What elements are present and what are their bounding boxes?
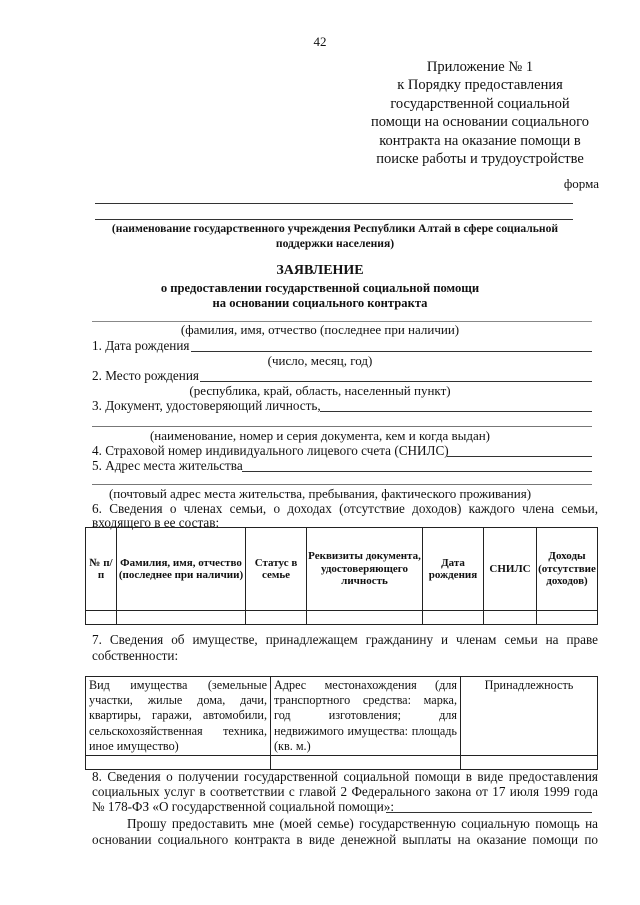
family-table bbox=[85, 527, 598, 625]
table-row bbox=[86, 756, 598, 770]
id-doc-caption: (наименование, номер и серия документа, кем и когда выдан) bbox=[149, 428, 491, 443]
table-cell[interactable] bbox=[246, 611, 307, 625]
table-cell[interactable] bbox=[86, 756, 271, 770]
page-number: 42 bbox=[313, 34, 327, 49]
birth-date-field[interactable] bbox=[191, 351, 592, 352]
column-header: Реквизиты документа, удостоверяющего личность bbox=[307, 528, 423, 611]
section-8-text-2: социальных услуг в соответствии с главой 2 Федерального закона от 17 июля 1999 года bbox=[92, 784, 598, 799]
section-8-field[interactable] bbox=[386, 812, 592, 813]
document-title: ЗАЯВЛЕНИЕ bbox=[276, 263, 364, 278]
appendix-line: поиске работы и трудоустройстве bbox=[376, 151, 584, 168]
birth-date-caption: (число, месяц, год) bbox=[267, 353, 373, 368]
org-name-line[interactable] bbox=[95, 203, 573, 204]
org-caption: (наименование государственного учреждения Республики Алтай в сфере социальной поддержки населения) bbox=[111, 222, 559, 250]
address-label: 5. Адрес места жительства bbox=[92, 458, 243, 473]
birth-place-caption: (республика, край, область, населенный пункт) bbox=[189, 383, 451, 398]
request-text-2: основании социального контракта в виде денежной выплаты на оказание помощи по bbox=[92, 832, 598, 847]
table-cell[interactable] bbox=[117, 611, 246, 625]
section-8-text-3: № 178-ФЗ «О государственной социальной помощи»: bbox=[92, 799, 395, 814]
table-cell[interactable] bbox=[307, 611, 423, 625]
form-label: форма bbox=[563, 176, 599, 191]
appendix-line: Приложение № 1 bbox=[426, 59, 534, 75]
table-cell[interactable] bbox=[271, 756, 461, 770]
snils-field[interactable] bbox=[447, 456, 592, 457]
org-name-line-2[interactable] bbox=[95, 219, 573, 220]
table-header-row bbox=[86, 528, 598, 611]
column-header: Дата рождения bbox=[423, 528, 484, 611]
document-subtitle: о предоставлении государственной социальной помощи bbox=[160, 281, 480, 295]
table-cell[interactable] bbox=[484, 611, 537, 625]
column-header: Доходы (отсутствие доходов) bbox=[537, 528, 598, 611]
birth-date-label: 1. Дата рождения bbox=[92, 338, 190, 353]
address-field[interactable] bbox=[242, 471, 592, 472]
table-cell[interactable] bbox=[423, 611, 484, 625]
table-header-row bbox=[86, 677, 598, 756]
column-header: Принадлежность bbox=[461, 677, 598, 756]
column-header: Фамилия, имя, отчество (последнее при наличии) bbox=[117, 528, 246, 611]
fio-caption: (фамилия, имя, отчество (последнее при наличии) bbox=[180, 322, 460, 337]
appendix-line: контракта на оказание помощи в bbox=[379, 132, 581, 149]
table-cell[interactable] bbox=[537, 611, 598, 625]
section-6-text-2: входящего в ее состав: bbox=[92, 515, 220, 530]
id-doc-field-2[interactable] bbox=[92, 426, 592, 427]
appendix-line: к Порядку предоставления bbox=[397, 77, 563, 94]
table-cell[interactable] bbox=[86, 611, 117, 625]
document-subtitle-2: на основании социального контракта bbox=[212, 296, 428, 310]
column-header: Статус в семье bbox=[246, 528, 307, 611]
section-7-text: 7. Сведения об имуществе, принадлежащем гражданину и членам семьи на праве bbox=[92, 632, 598, 647]
property-table bbox=[85, 676, 598, 770]
request-text: Прошу предоставить мне (моей семье) государственную социальную помощь на bbox=[127, 816, 598, 831]
column-header: Адрес местонахождения (для транспортного средства: марка, год изготовления; для недвижимого имущества: площадь (кв. м.) bbox=[271, 677, 461, 756]
section-6-text: 6. Сведения о членах семьи, о доходах (отсутствие доходов) каждого члена семьи, bbox=[92, 501, 598, 516]
birth-place-label: 2. Место рождения bbox=[92, 368, 199, 383]
table-row bbox=[86, 611, 598, 625]
appendix-line: помощи на основании социального bbox=[370, 114, 590, 131]
address-caption: (почтовый адрес места жительства, пребывания, фактического проживания) bbox=[108, 486, 532, 501]
address-field-2[interactable] bbox=[92, 484, 592, 485]
appendix-line: государственной социальной bbox=[390, 95, 570, 112]
appendix-header bbox=[360, 58, 600, 168]
id-doc-field[interactable] bbox=[320, 411, 592, 412]
column-header: Вид имущества (земельные участки, жилые дома, дачи, квартиры, гаражи, автомобили, сельскохозяйственная техника, иное имущество) bbox=[86, 677, 271, 756]
column-header: СНИЛС bbox=[484, 528, 537, 611]
column-header: № п/п bbox=[86, 528, 117, 611]
snils-label: 4. Страховой номер индивидуального лицевого счета (СНИЛС) bbox=[92, 443, 449, 458]
birth-place-field[interactable] bbox=[200, 381, 592, 382]
id-doc-label: 3. Документ, удостоверяющий личность, bbox=[92, 398, 321, 413]
table-cell[interactable] bbox=[461, 756, 598, 770]
section-8-text: 8. Сведения о получении государственной социальной помощи в виде предоставления bbox=[92, 769, 598, 784]
section-7-text-2: собственности: bbox=[92, 648, 179, 663]
